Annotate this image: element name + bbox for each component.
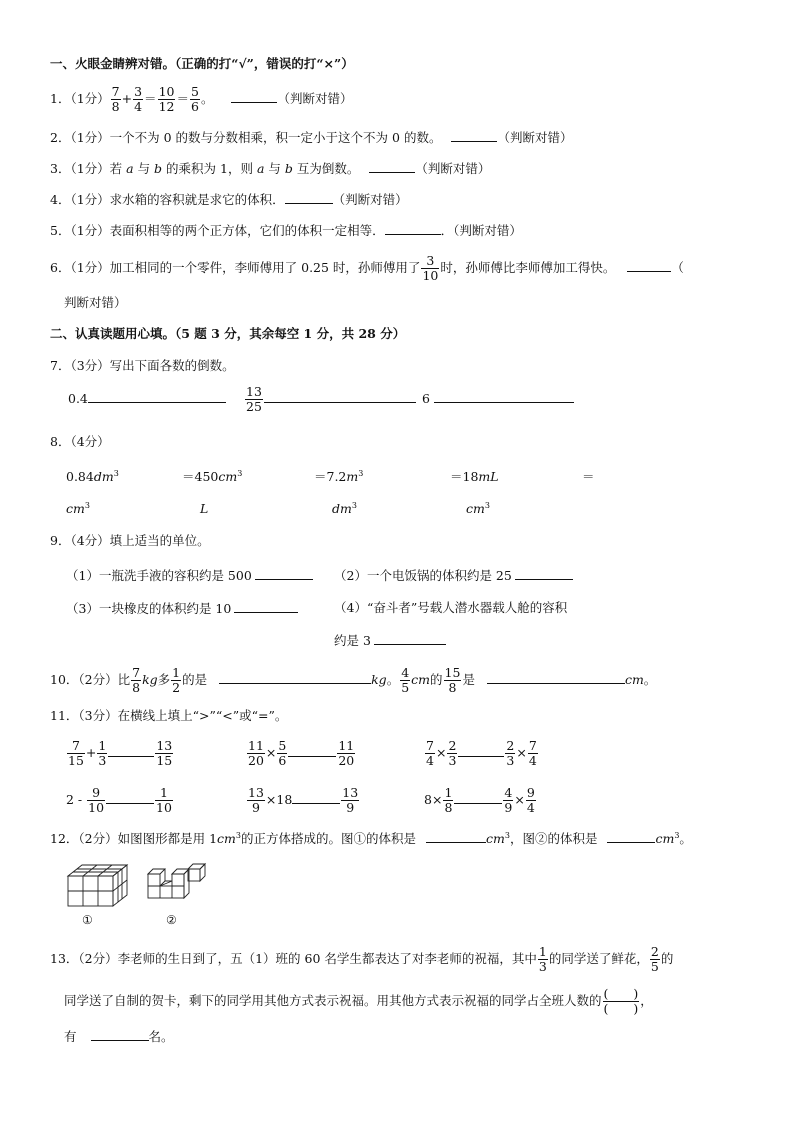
q11-expr-1: $\frac{7}{15}$ + $\frac{1}{3}$ $\frac{13}{15}$	[68, 738, 173, 768]
q3-var-a: a	[126, 161, 134, 176]
q13-text: 同学送了自制的贺卡，剩下的同学用其他方式表示祝福。用其他方式表示祝福的同学占全班人数的	[64, 993, 602, 1008]
q8-unit: m	[346, 469, 359, 484]
q13-text: 的同学送了鲜花，	[548, 951, 649, 966]
q1-frac-3: $\frac{10}{12}$	[158, 84, 175, 114]
q2-text: 2．（1分）一个不为 0 的数与分数相乘，积一定小于这个不为 0 的数。	[50, 130, 442, 145]
question-10	[50, 666, 656, 695]
q1-answer-blank[interactable]	[231, 90, 277, 103]
figure-2-label: ②	[166, 913, 177, 927]
question-12: 12．（2分）如图图形都是用 $1cm^3$的正方体搭成的。图①的体积是 $cm^3$，图②的体积是 $cm^3$。	[50, 831, 692, 846]
q8-sup: 3	[237, 469, 243, 478]
q9-text: （2）一个电饭锅的体积约是 25	[334, 568, 512, 583]
q11-blank-5[interactable]	[292, 791, 340, 804]
q3-part: 的乘积为 1，则	[162, 161, 257, 176]
q4-judge: （判断对错）	[332, 192, 408, 207]
q7-item-2	[244, 385, 416, 414]
question-13	[50, 945, 673, 974]
q3-var-b: b	[154, 161, 163, 176]
q9-text: 约是 3	[334, 633, 371, 648]
q11-expr-2: $\frac{11}{20}$ × $\frac{5}{6}$ $\frac{11}{20}$	[248, 738, 355, 768]
question-7: 7．（3分）写出下面各数的倒数。	[50, 358, 235, 373]
q10-unit: kg	[371, 672, 387, 687]
cube-figures	[64, 860, 214, 928]
q6-answer-blank[interactable]	[627, 259, 671, 272]
q7-value: 0.4	[68, 391, 88, 406]
q12-blank-1[interactable]	[426, 830, 486, 843]
q13-text: 有	[64, 1029, 77, 1044]
q9-blank-4[interactable]	[374, 632, 446, 645]
q13-answer-fraction[interactable]: $\frac{( )}{( )}$	[603, 986, 639, 1016]
q11-blank-4[interactable]	[106, 791, 154, 804]
q8-item-5: ＝	[582, 469, 595, 484]
q7-item-1	[68, 390, 226, 407]
q8-unit-4: $cm^3$	[466, 501, 490, 516]
q2-judge: （判断对错）	[497, 130, 573, 145]
q8-value: 0.84	[66, 469, 94, 484]
q8-value: ＝7.2	[314, 469, 347, 484]
q1-judge: （判断对错）	[277, 91, 353, 106]
q3-part: 与	[264, 161, 285, 176]
question-9: 9．（4分）填上适当的单位。	[50, 533, 210, 548]
q10-unit: kg	[142, 672, 158, 687]
q11-expr-3: $\frac{7}{4}$ × $\frac{2}{3}$ $\frac{2}{3}$ × $\frac{7}{4}$	[426, 738, 537, 768]
question-1	[50, 85, 352, 114]
q1-frac-2: $\frac{3}{4}$	[134, 84, 143, 114]
q10-text: 多	[157, 672, 171, 687]
q9-item-2	[334, 567, 573, 584]
q8-item-4	[450, 469, 499, 485]
figure-1-label: ①	[82, 913, 93, 927]
q3-part: 3．（1分）若	[50, 161, 127, 176]
question-8: 8．（4分）	[50, 434, 110, 449]
q8-unit-2: L	[200, 501, 209, 516]
q1-op: +	[121, 91, 133, 106]
question-3	[50, 160, 490, 177]
q6-tail: （	[671, 260, 684, 275]
q10-frac-3: $\frac{4}{5}$	[401, 665, 410, 695]
q10-frac-2: $\frac{1}{2}$	[172, 665, 181, 695]
q7-blank-3[interactable]	[434, 390, 574, 403]
q10-unit: cm	[411, 672, 431, 687]
q2-answer-blank[interactable]	[451, 129, 497, 142]
q13-blank[interactable]	[91, 1028, 149, 1041]
q7-frac: $\frac{13}{25}$	[246, 384, 262, 414]
q11-blank-3[interactable]	[458, 744, 504, 757]
q10-frac-1: $\frac{7}{8}$	[132, 665, 141, 695]
q3-judge: （判断对错）	[415, 161, 491, 176]
q8-item-2	[182, 469, 242, 485]
q10-frac-4: $\frac{15}{8}$	[444, 665, 461, 695]
q8-sup: 3	[113, 469, 119, 478]
q9-text: （1）一瓶洗手液的容积约是 500	[66, 568, 252, 583]
q13-line-3	[64, 1028, 174, 1045]
q4-text: 4．（1分）求水箱的容积就是求它的体积．	[50, 192, 285, 207]
q10-text: 的	[430, 672, 443, 687]
q9-item-1	[66, 567, 313, 584]
q11-expr-5: $\frac{13}{9}$ ×18 $\frac{13}{9}$	[248, 785, 359, 815]
q10-text: 。	[643, 672, 657, 687]
q10-text: 10．（2分）比	[50, 672, 131, 687]
q6-frac: $\frac{3}{10}$	[422, 253, 439, 283]
q3-part: 互为倒数。	[292, 161, 360, 176]
q11-blank-6[interactable]	[454, 791, 502, 804]
q10-blank-2[interactable]	[487, 671, 625, 684]
q13-frac-2: $\frac{2}{5}$	[650, 944, 659, 974]
q3-part: 与	[133, 161, 155, 176]
q8-unit: cm	[218, 469, 238, 484]
q7-blank-1[interactable]	[88, 390, 226, 403]
q12-text: 12．（2分）如图图形都是用 1	[50, 831, 218, 846]
figure-1-cube-block	[68, 865, 127, 906]
q1-end: 。	[200, 91, 214, 106]
q11-expr-4: 2 - $\frac{9}{10}$ $\frac{1}{10}$	[66, 785, 172, 815]
q5-judge: ．（判断对错）	[440, 223, 522, 238]
q5-answer-blank[interactable]	[385, 222, 441, 235]
q1-eq2: ＝	[176, 91, 189, 106]
q12-text: 的正方体搭成的。图①的体积是	[241, 831, 417, 846]
q1-frac-1: $\frac{7}{8}$	[111, 84, 120, 114]
q8-unit-1: $cm^3$	[66, 501, 90, 516]
q9-item-3	[66, 600, 298, 617]
q12-unit: cm	[217, 831, 236, 846]
q8-unit: dm	[93, 469, 114, 484]
q12-unit: cm	[655, 831, 675, 846]
q7-blank-2[interactable]	[264, 390, 416, 403]
q12-blank-2[interactable]	[607, 830, 655, 843]
q13-text: 13．（2分）李老师的生日到了，五（1）班的 60 名学生都表达了对李老师的祝福，其中	[50, 951, 537, 966]
q10-blank-1[interactable]	[219, 671, 371, 684]
section1-heading: 一、火眼金睛辨对错。（正确的打“√”，错误的打“×”）	[50, 56, 354, 71]
q1-eq: ＝	[144, 91, 157, 106]
q12-text: 。	[679, 831, 692, 846]
q11-blank-1[interactable]	[108, 744, 154, 757]
q13-text: ，	[640, 993, 653, 1008]
question-4	[50, 191, 408, 208]
q13-text: 名。	[148, 1029, 174, 1044]
q8-item-3	[314, 469, 363, 485]
q3-answer-blank[interactable]	[369, 160, 415, 173]
q6-judge: 判断对错）	[64, 295, 127, 310]
q13-text: 的	[660, 951, 674, 966]
question-2	[50, 129, 572, 146]
q13-line-2	[64, 987, 653, 1016]
q5-text: 5．（1分）表面积相等的两个正方体，它们的体积一定相等．	[50, 223, 385, 238]
q9-blank-3[interactable]	[234, 600, 298, 613]
q1-frac-4: $\frac{5}{6}$	[190, 84, 199, 114]
q11-blank-2[interactable]	[288, 744, 336, 757]
q4-answer-blank[interactable]	[285, 191, 333, 204]
q6-text2: 时，孙师傅比李师傅加工得快。	[440, 260, 616, 275]
q8-unit: mL	[478, 469, 499, 484]
q13-frac-1: $\frac{1}{3}$	[538, 944, 547, 974]
q9-blank-1[interactable]	[255, 567, 313, 580]
question-6	[50, 254, 684, 283]
q1-prefix: 1．（1分）	[50, 91, 110, 106]
q8-value: ＝18	[450, 469, 479, 484]
q8-sup: 3	[358, 469, 364, 478]
q8-unit-3: $dm^3$	[332, 501, 357, 516]
figure-2-cube-steps	[148, 864, 205, 898]
q12-unit: cm	[486, 831, 505, 846]
q11-expr-6: 8× $\frac{1}{8}$ $\frac{4}{9}$ × $\frac{9}{4}$	[424, 785, 535, 815]
q10-unit: cm	[624, 672, 644, 687]
q3-var-b: b	[284, 161, 293, 176]
q10-text: 是	[462, 672, 475, 687]
q9-blank-2[interactable]	[515, 567, 573, 580]
q3-var-a: a	[256, 161, 265, 176]
q9-item-4: （4）“奋斗者”号载人潜水器载人舱的容积	[334, 600, 568, 615]
q7-item-3	[422, 390, 574, 407]
q6-text: 6．（1分）加工相同的一个零件，李师傅用了 0.25 时，孙师傅用了	[50, 260, 421, 275]
q10-text: 的是	[182, 672, 208, 687]
q9-item-4-cont	[334, 632, 446, 649]
q7-value: 6	[422, 391, 430, 406]
q10-text: 。	[386, 672, 400, 687]
section2-heading: 二、认真读题用心填。（5 题 3 分，其余每空 1 分，共 28 分）	[50, 326, 406, 341]
question-11: 11．（3分）在横线上填上“>”“<”或“=”。	[50, 708, 288, 723]
question-5	[50, 222, 522, 239]
q9-text: （3）一块橡皮的体积约是 10	[66, 601, 232, 616]
q8-value: ＝450	[182, 469, 219, 484]
q8-item-1	[66, 469, 119, 485]
q12-text: ，图②的体积是	[509, 831, 598, 846]
